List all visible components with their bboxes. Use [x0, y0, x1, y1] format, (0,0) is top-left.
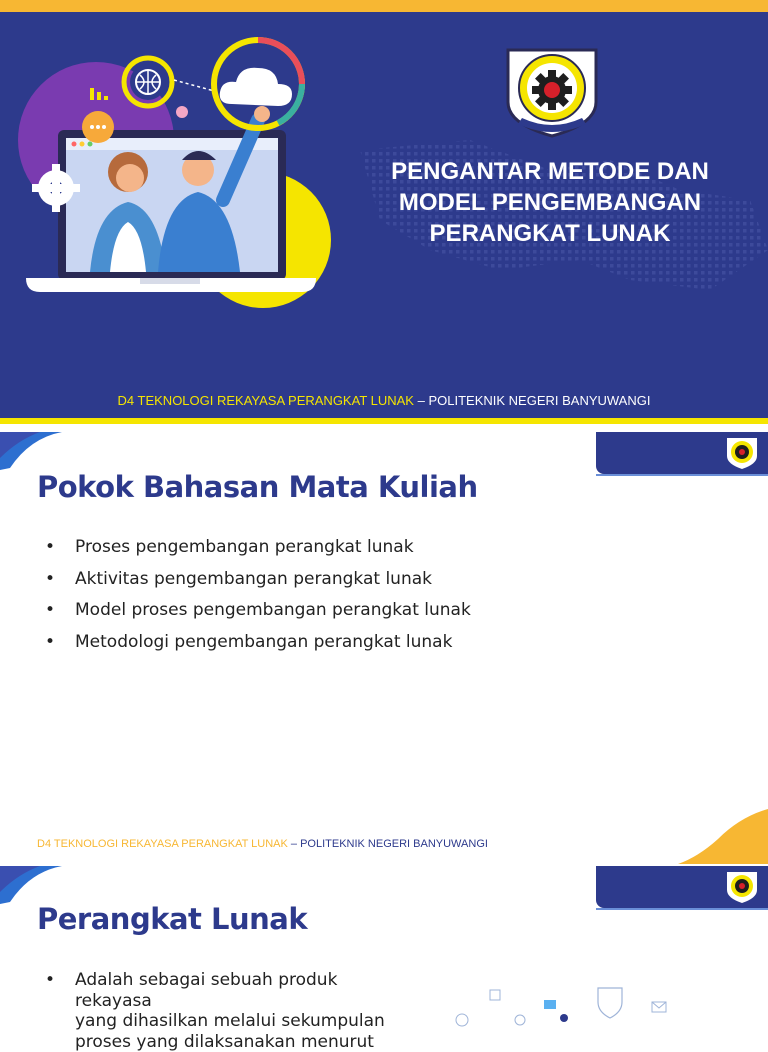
slide-heading: Perangkat Lunak: [37, 902, 308, 936]
footer-program: D4 TEKNOLOGI REKAYASA PERANGKAT LUNAK: [117, 393, 414, 408]
tech-icons-decoration: [450, 984, 680, 1024]
list-item: • Model proses pengembangan perangkat lunak: [45, 599, 471, 631]
list-item: [45, 970, 405, 1052]
title-slide: [0, 0, 768, 428]
poliwangi-logo: [724, 870, 760, 904]
top-orange-bar: [0, 0, 768, 12]
title-line-3: PERANGKAT LUNAK: [429, 220, 671, 247]
poliwangi-logo: [724, 436, 760, 470]
list-item: • Aktivitas pengembangan perangkat lunak: [45, 568, 471, 600]
presentation-title: [370, 156, 730, 249]
footer-separator: –: [413, 393, 429, 408]
list-item: • Proses pengembangan perangkat lunak: [45, 536, 471, 568]
slide-heading: Pokok Bahasan Mata Kuliah: [37, 470, 478, 504]
people-laptop-illustration: [18, 30, 338, 320]
header-tab-underline: [596, 474, 768, 476]
footer-separator: –: [287, 838, 301, 850]
corner-wave-decoration: [0, 866, 70, 906]
header-tab-underline: [596, 908, 768, 910]
corner-wave-decoration: [0, 432, 70, 472]
topics-list: [45, 536, 471, 662]
text-line: yang dihasilkan melalui sekumpulan: [75, 1011, 385, 1031]
topics-slide: [0, 432, 768, 864]
poliwangi-logo: [498, 44, 606, 136]
slide-footer: [37, 838, 488, 850]
footer-institution: POLITEKNIK NEGERI BANYUWANGI: [300, 838, 488, 850]
list-item: • Metodologi pengembangan perangkat lunak: [45, 631, 471, 663]
footer-institution: POLITEKNIK NEGERI BANYUWANGI: [428, 393, 651, 408]
header-tab: [596, 866, 768, 908]
title-line-2: MODEL PENGEMBANGAN: [398, 189, 702, 216]
title-line-1: PENGANTAR METODE DAN: [391, 158, 709, 185]
software-slide: [0, 866, 768, 1052]
bottom-white-bar: [0, 424, 768, 428]
text-line: Adalah sebagai sebuah produk rekayasa: [75, 970, 338, 1011]
header-tab: [596, 432, 768, 474]
definition-list: [45, 970, 405, 1052]
footer-program: D4 TEKNOLOGI REKAYASA PERANGKAT LUNAK: [37, 838, 288, 850]
corner-wave-decoration: [678, 809, 768, 864]
title-footer: [0, 393, 768, 408]
text-line: proses yang dilaksanakan menurut: [75, 1031, 374, 1052]
